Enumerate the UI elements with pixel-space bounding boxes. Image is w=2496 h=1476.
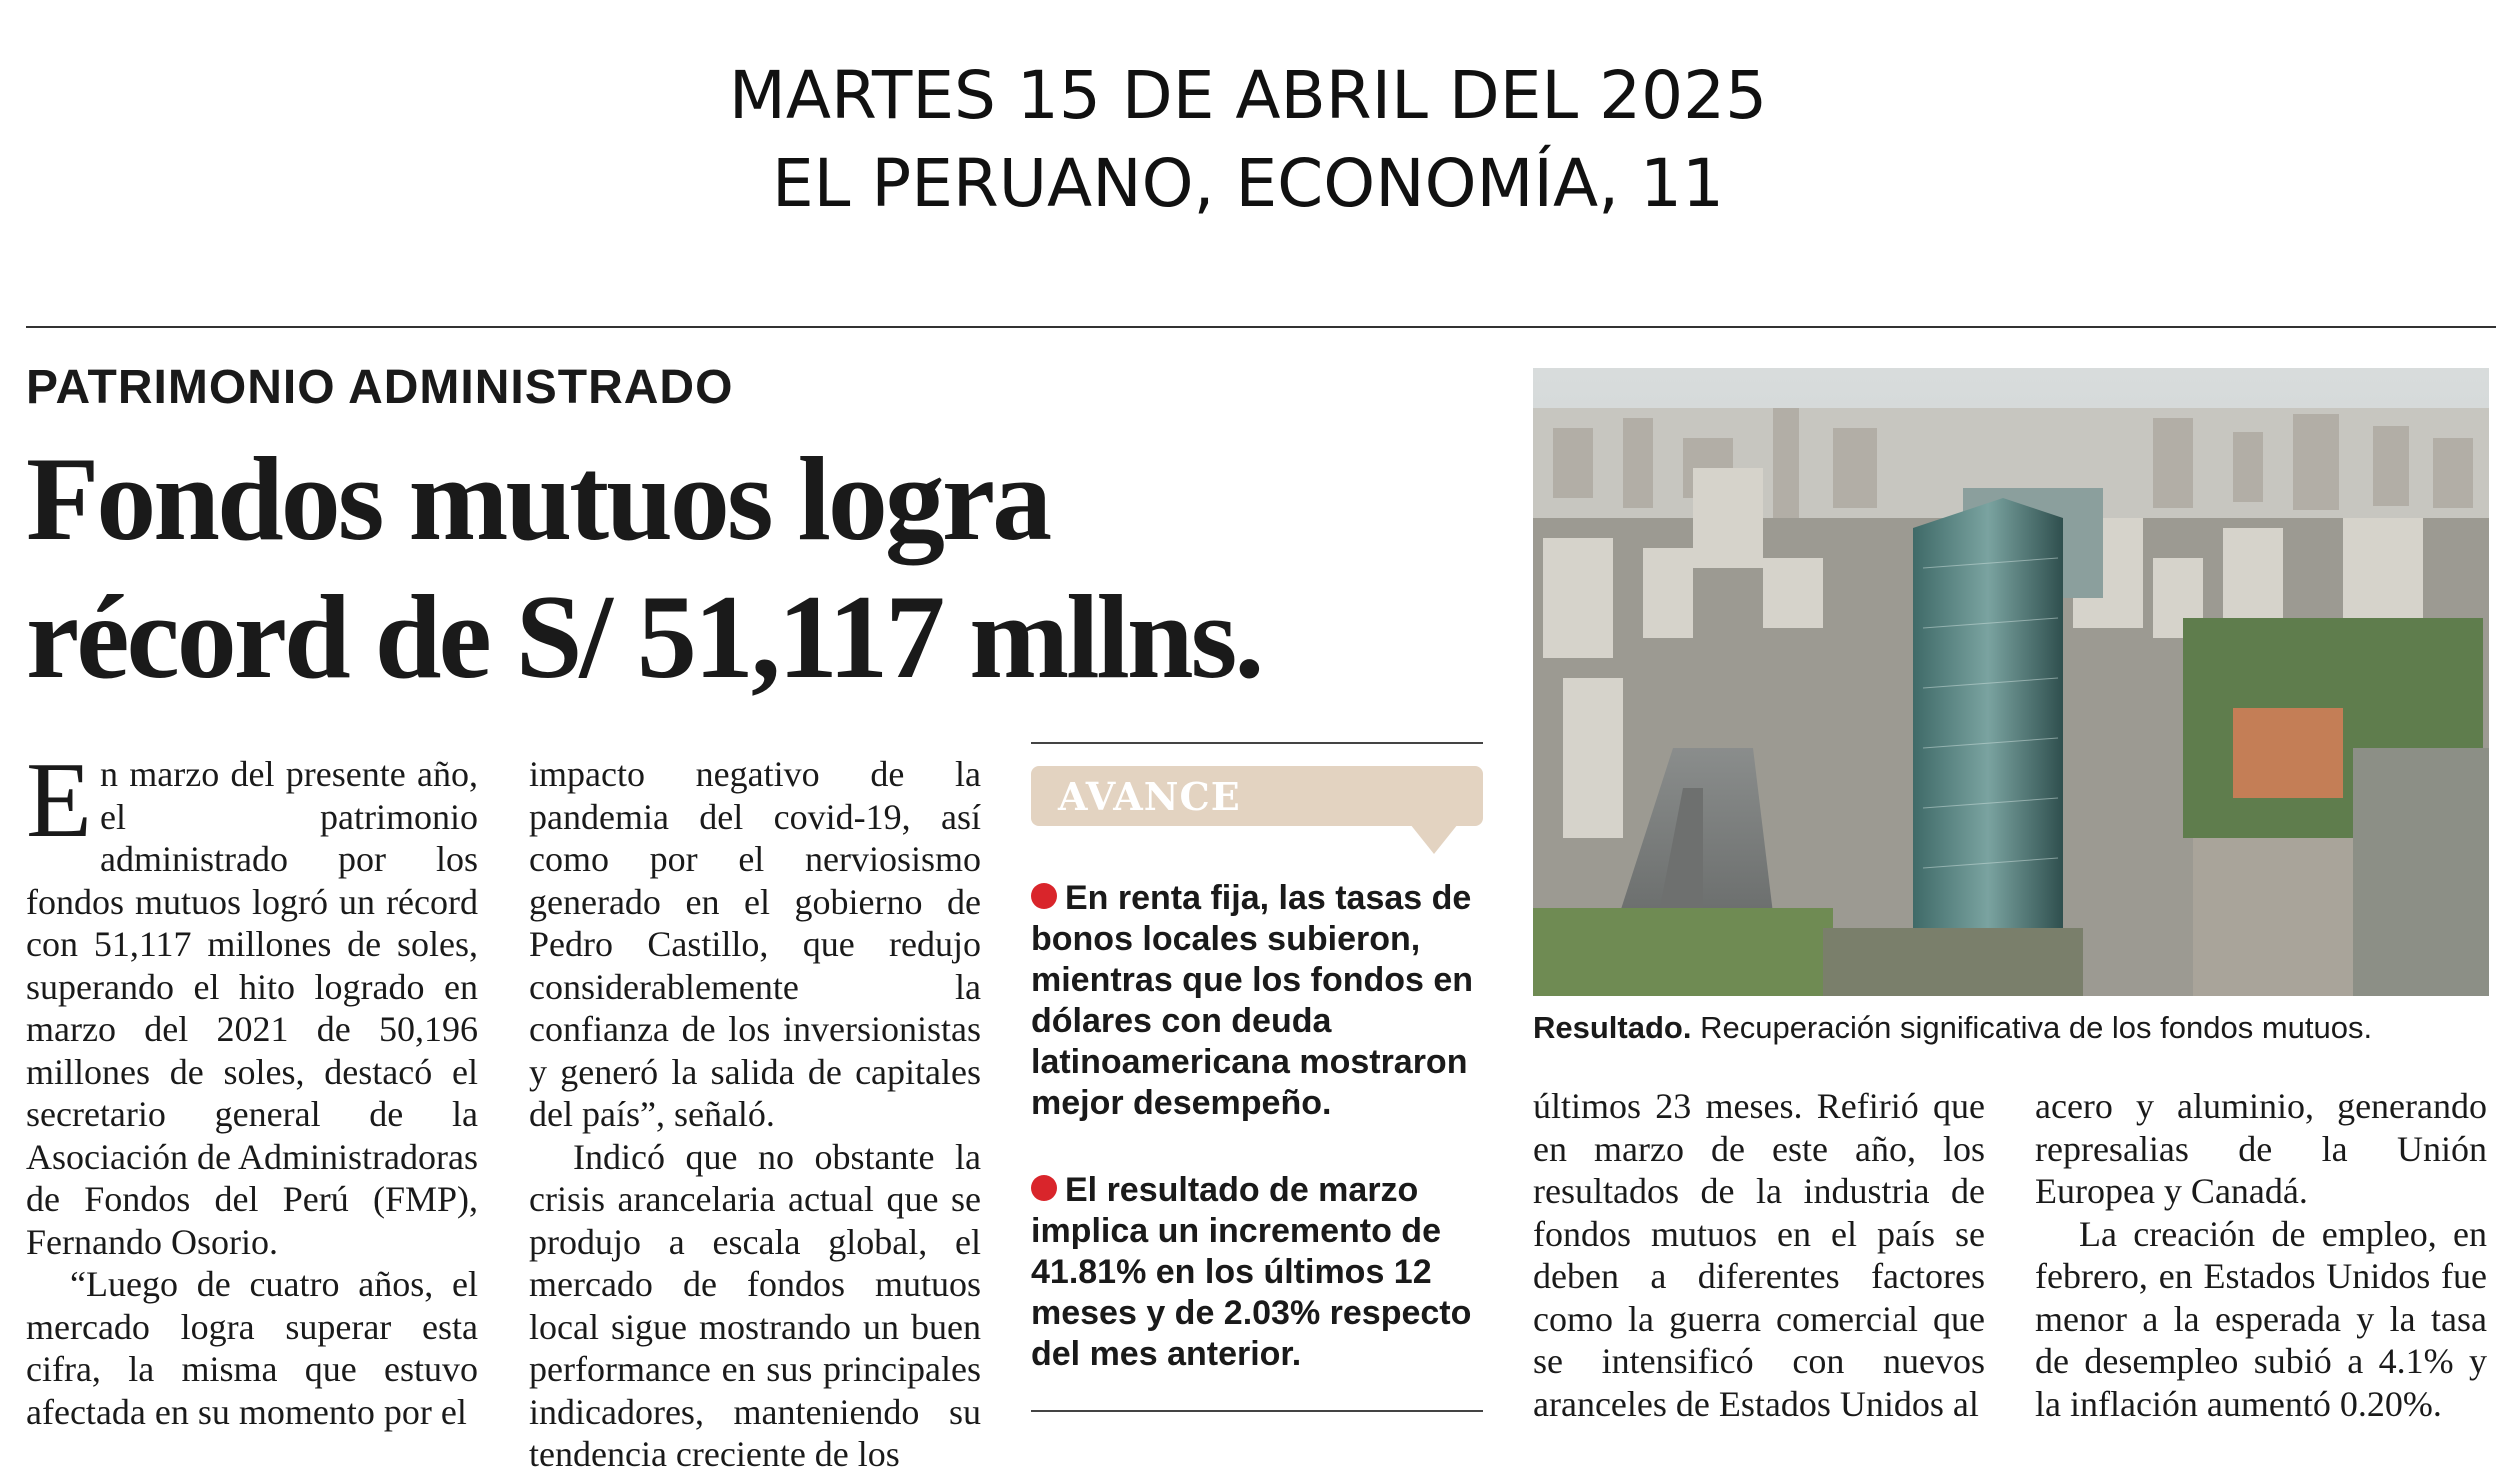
headline-line-1: Fondos mutuos logra: [26, 432, 1050, 565]
paragraph: La creación de empleo, en febrero, en Estados Unidos fue menor a la esperada y la tasa de desempleo subió a 4.1% y la inflación aumentó 0.20%.: [2035, 1213, 2487, 1424]
bullet-text: En renta fija, las tasas de bonos locales subieron, mientras que los fondos en dólares con deuda latinoamericana mostraron mejor desempeño.: [1031, 879, 1474, 1122]
caption-text: Recuperación significativa de los fondos mutuos.: [1691, 1010, 2373, 1045]
body-column-5: [2035, 1085, 2487, 1425]
city-aerial-photo: [1533, 368, 2489, 996]
dateline-section: EL PERUANO, ECONOMÍA, 11: [771, 145, 1725, 222]
body-column-2: [529, 753, 981, 1476]
top-divider: [26, 326, 2496, 328]
caption-lead: Resultado.: [1533, 1010, 1692, 1045]
sidebar-bullet-2: [1031, 1170, 1483, 1375]
sidebar-bottom-rule: [1031, 1410, 1483, 1412]
paragraph: Indicó que no obstante la crisis arancelaria actual que se produjo a escala global, el mercado de fondos mutuos local sigue mostrando un buen performance en sus principales indicadores, manteniendo su tendencia creciente de los: [529, 1136, 981, 1474]
sidebar-bullet-1: [1031, 878, 1483, 1124]
paragraph: últimos 23 meses. Refirió que en marzo de este año, los resultados de la industria de fondos mutuos en el país se deben a diferentes factores como la guerra comercial que se intensificó con nuevos aranceles de Estados Unidos al: [1533, 1086, 1985, 1424]
body-column-1: [26, 741, 478, 1433]
paragraph: impacto negativo de la pandemia del covid-19, así como por el nerviosismo generado en el gobierno de Pedro Castillo, que redujo considerablemente la confianza de los inversionistas y generó la salida de capitales del país”, señaló.: [529, 754, 981, 1134]
drop-cap: E: [26, 741, 92, 860]
paragraph: [26, 741, 478, 1263]
avance-label-pointer: [1410, 824, 1458, 854]
sidebar-top-rule: [1031, 742, 1483, 744]
paragraph-text: n marzo del presente año, el patrimonio administrado por los fondos mutuos logró un récord con 51,117 millones de soles, superando el hito logrado en marzo del 2021 de 50,196 millones de soles, destacó el secretario general de la Asociación de Administradoras de Fondos del Perú (FMP), Fernando Osorio.: [26, 754, 478, 1262]
bullet-dot-icon: [1031, 883, 1057, 909]
dateline-date: MARTES 15 DE ABRIL DEL 2025: [728, 57, 1768, 134]
dateline: [0, 52, 2496, 228]
headline-line-2: récord de S/ 51,117 mllns.: [26, 570, 1262, 703]
body-column-4: [1533, 1085, 1985, 1425]
bullet-text: El resultado de marzo implica un incremento de 41.81% en los últimos 12 meses y de 2.03% respecto del mes anterior.: [1031, 1171, 1472, 1373]
bullet-dot-icon: [1031, 1175, 1057, 1201]
article-kicker: PATRIMONIO ADMINISTRADO: [26, 361, 734, 414]
photo-caption: [1533, 1008, 2372, 1048]
paragraph: acero y aluminio, generando represalias de la Unión Europea y Canadá.: [2035, 1086, 2487, 1211]
paragraph: “Luego de cuatro años, el mercado logra superar esta cifra, la misma que estuvo afectada en su momento por el: [26, 1264, 478, 1432]
avance-label: AVANCE: [1058, 774, 1241, 819]
article-headline: [26, 430, 1506, 706]
